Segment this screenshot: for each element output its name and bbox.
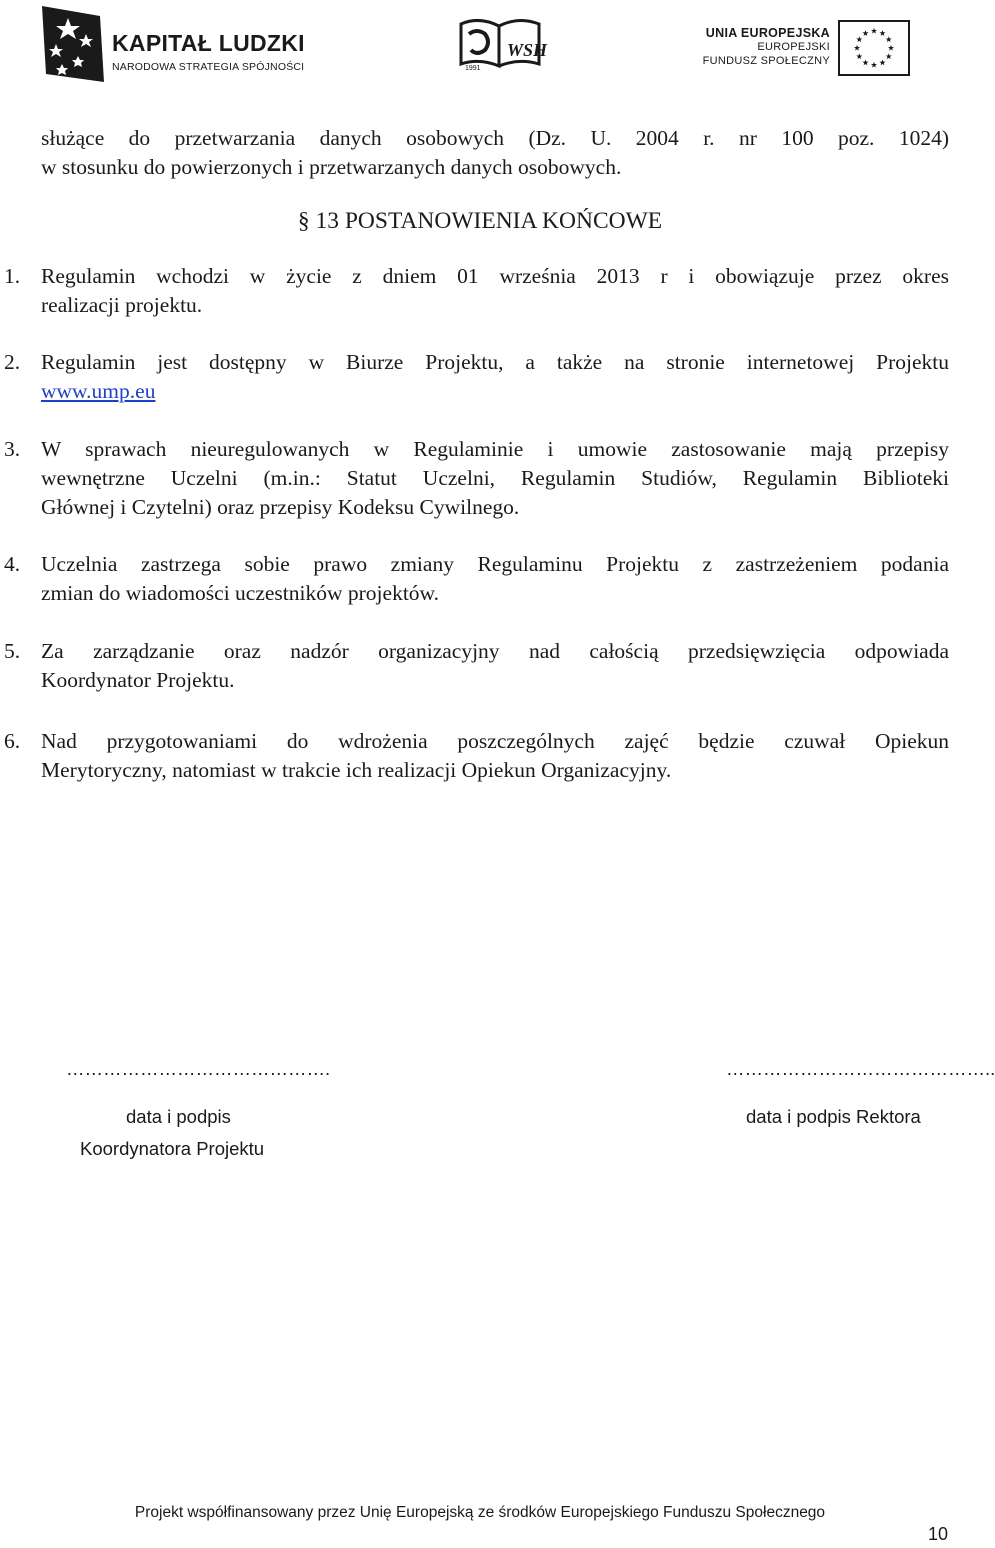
item-6-number: 6.	[4, 729, 21, 753]
item-3-line-2: wewnętrzne Uczelni (m.in.: Statut Uczelni, Regulamin Studiów, Regulamin Biblioteki	[41, 466, 949, 490]
item-3-line-1: W sprawach nieuregulowanych w Regulaminie i umowie zastosowanie mają przepisy	[41, 437, 949, 461]
kapital-ludzki-emblem-icon	[38, 4, 108, 84]
intro-line-2: w stosunku do powierzonych i przetwarzanych danych osobowych.	[41, 155, 622, 179]
item-6-text	[41, 727, 949, 785]
left-signature-label-2: Koordynatora Projektu	[80, 1138, 265, 1159]
item-2-number: 2.	[4, 350, 21, 374]
page-header	[0, 0, 960, 100]
item-1-number: 1.	[4, 264, 21, 288]
eu-line1: UNIA EUROPEJSKA	[705, 26, 830, 40]
kapital-ludzki-subtitle: NARODOWA STRATEGIA SPÓJNOŚCI	[112, 61, 305, 73]
wsh-logo	[455, 14, 548, 74]
item-4-line-1: Uczelnia zastrzega sobie prawo zmiany Regulaminu Projektu z zastrzeżeniem podania	[41, 552, 949, 576]
eu-logo	[694, 20, 914, 80]
eu-line2: EUROPEJSKI	[757, 41, 830, 53]
project-website-link[interactable]: www.ump.eu	[41, 379, 156, 403]
item-6-line-2: Merytoryczny, natomiast w trakcie ich realizacji Opiekun Organizacyjny.	[41, 758, 672, 782]
kapital-ludzki-title: KAPITAŁ LUDZKI	[112, 30, 305, 56]
left-signature-label-1: data i podpis	[126, 1106, 231, 1127]
item-3-number: 3.	[4, 437, 21, 461]
wsh-book-icon	[455, 14, 548, 74]
eu-line3: FUNDUSZ SPOŁECZNY	[702, 55, 830, 67]
item-2-line-1: Regulamin jest dostępny w Biurze Projektu, a także na stronie internetowej Projektu	[41, 350, 949, 374]
item-2-text	[41, 348, 949, 406]
right-signature-dots: ……………………………………..	[726, 1058, 995, 1079]
item-1-line-1: Regulamin wchodzi w życie z dniem 01 września 2013 r i obowiązuje przez okres	[41, 264, 949, 288]
item-5-number: 5.	[4, 639, 21, 663]
item-6-line-1: Nad przygotowaniami do wdrożenia poszczególnych zajęć będzie czuwał Opiekun	[41, 729, 949, 753]
intro-paragraph	[41, 124, 949, 182]
item-5-line-2: Koordynator Projektu.	[41, 668, 235, 692]
page-footer: Projekt współfinansowany przez Unię Europejską ze środków Europejskiego Funduszu Społecznego	[134, 1504, 826, 1521]
wsh-mark: WSH	[507, 40, 548, 60]
item-5-line-1: Za zarządzanie oraz nadzór organizacyjny nad całością przedsięwzięcia odpowiada	[41, 639, 949, 663]
page-number: 10	[927, 1524, 948, 1544]
item-3-line-3: Głównej i Czytelni) oraz przepisy Kodeksu Cywilnego.	[41, 495, 520, 519]
item-1-text	[41, 262, 949, 320]
eu-text-block	[703, 26, 830, 68]
wsh-year: 1991	[465, 65, 481, 72]
item-3-text	[41, 435, 949, 522]
item-5-text	[41, 637, 949, 695]
item-4-text	[41, 550, 949, 608]
item-4-number: 4.	[4, 552, 21, 576]
right-signature-label: data i podpis Rektora	[746, 1106, 921, 1127]
item-4-line-2: zmian do wiadomości uczestników projektów.	[41, 581, 440, 605]
intro-line-1: służące do przetwarzania danych osobowych (Dz. U. 2004 r. nr 100 poz. 1024)	[41, 126, 949, 150]
eu-flag-icon	[838, 20, 910, 76]
section-heading: § 13 POSTANOWIENIA KOŃCOWE	[297, 208, 663, 234]
left-signature-dots: …………………………………….	[66, 1058, 331, 1079]
kapital-ludzki-logo	[38, 4, 318, 84]
item-1-line-2: realizacji projektu.	[41, 293, 203, 317]
